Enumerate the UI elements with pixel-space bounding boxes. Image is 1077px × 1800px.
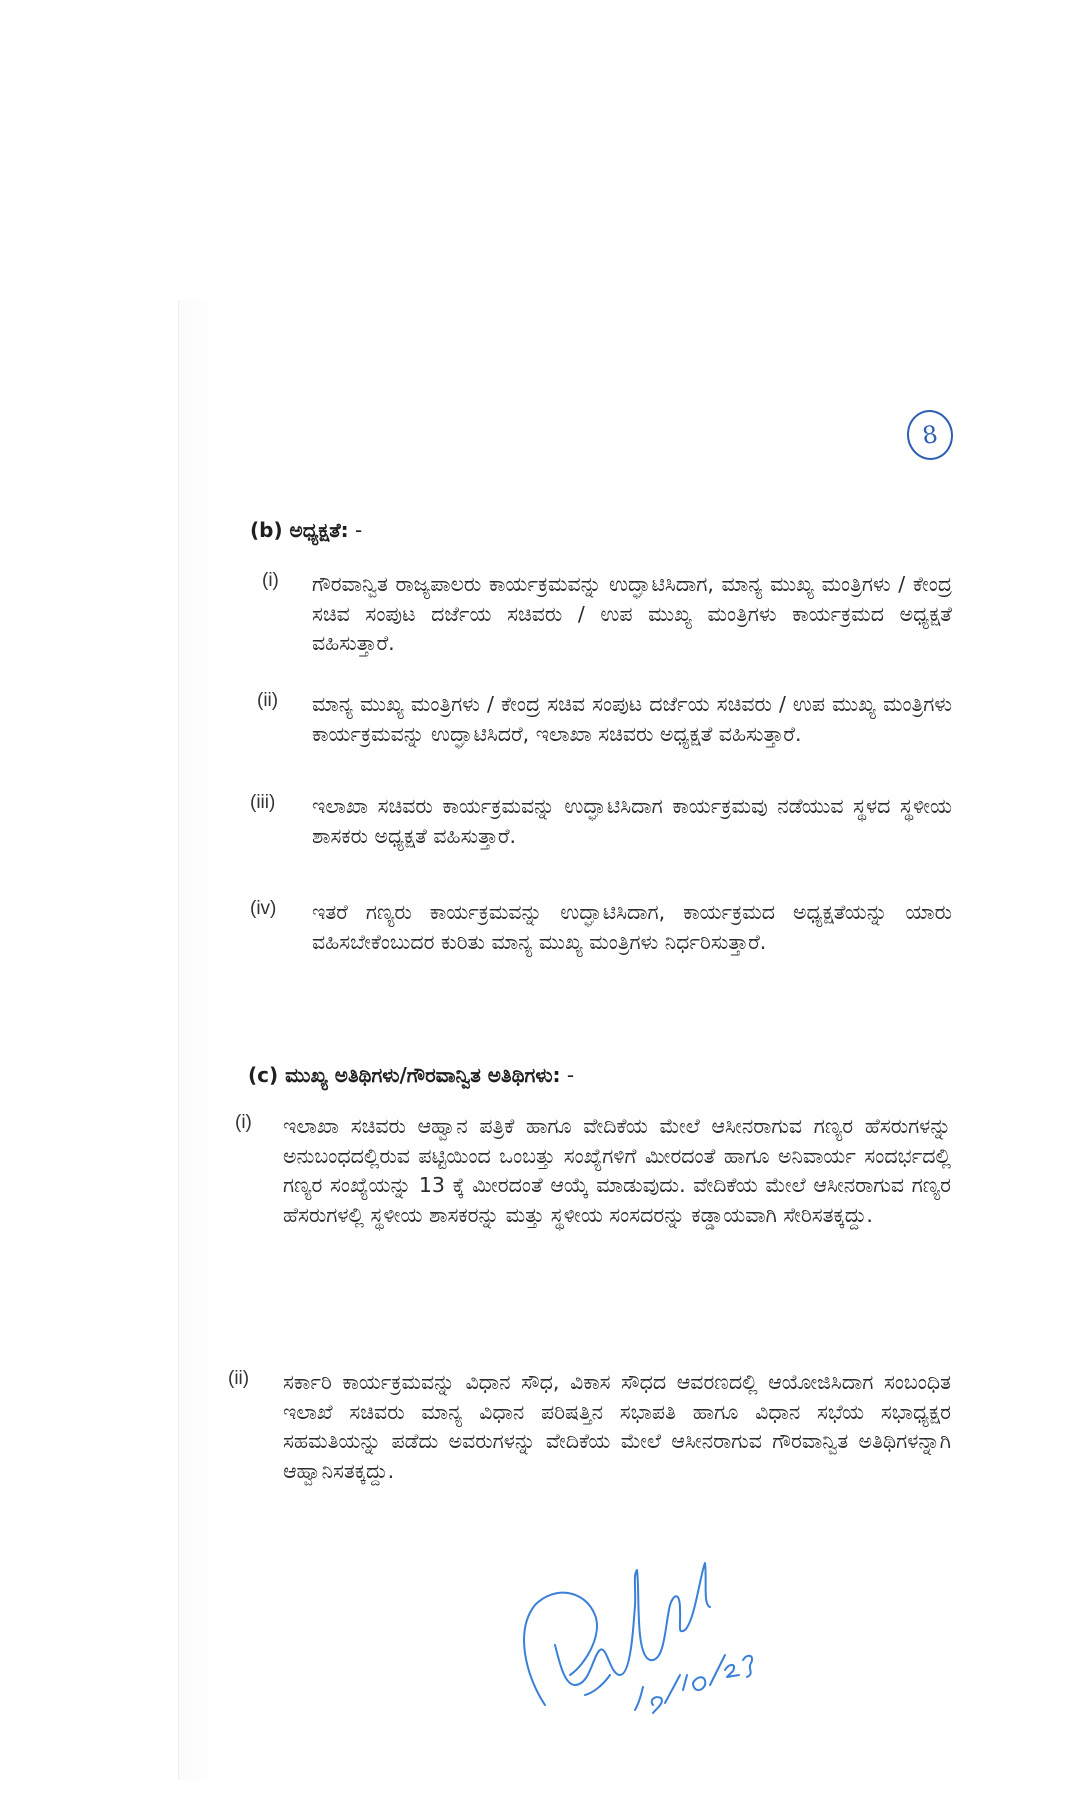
date-stroke: [693, 1677, 705, 1690]
section-b-heading: [250, 518, 362, 542]
section-c-heading-text: (c) ಮುಖ್ಯ ಅತಿಥಿಗಳು/ಗೌರವಾನ್ವಿತ ಅತಿಥಿಗಳು:: [248, 1063, 561, 1087]
signature-stroke: [524, 1593, 597, 1705]
list-item: [235, 1112, 951, 1230]
list-item: [228, 1368, 951, 1486]
page-number: 8: [904, 407, 957, 463]
item-number: (ii): [228, 1368, 250, 1389]
list-item: [257, 690, 952, 749]
item-number: (iii): [250, 792, 276, 813]
date-stroke: [743, 1656, 752, 1677]
item-text: ಇಲಾಖಾ ಸಚಿವರು ಕಾರ್ಯಕ್ರಮವನ್ನು ಉದ್ಘಾಟಿಸಿದಾಗ ಕಾರ್ಯಕ್ರಮವು ನಡೆಯುವ ಸ್ಥಳದ ಸ್ಥಳೀಯ ಶಾಸಕರು ಅಧ್ಯಕ್ಷತೆ ವಹಿಸುತ್ತಾರೆ.: [312, 794, 952, 848]
date-stroke: [710, 1655, 725, 1685]
date-stroke: [652, 1697, 662, 1713]
item-number: (ii): [257, 690, 279, 711]
date-stroke: [725, 1665, 739, 1677]
item-text: ಮಾನ್ಯ ಮುಖ್ಯ ಮಂತ್ರಿಗಳು / ಕೇಂದ್ರ ಸಚಿವ ಸಂಪುಟ ದರ್ಜೆಯ ಸಚಿವರು / ಉಪ ಮುಖ್ಯ ಮಂತ್ರಿಗಳು ಕಾರ್ಯಕ್ರಮವನ್ನು ಉದ್ಘಾಟಿಸಿದರೆ, ಇಲಾಖಾ ಸಚಿವರು ಅಧ್ಯಕ್ಷತೆ ವಹಿಸುತ್ತಾರೆ.: [312, 692, 952, 746]
list-item: [250, 792, 952, 851]
date-stroke: [665, 1675, 680, 1703]
list-item: [250, 898, 952, 957]
signature-stroke: [585, 1675, 610, 1695]
date-stroke: [635, 1687, 643, 1710]
section-b-heading-suffix: -: [348, 518, 363, 542]
date-stroke: [683, 1675, 687, 1690]
list-item: [262, 570, 952, 659]
item-text: ಗೌರವಾನ್ವಿತ ರಾಜ್ಯಪಾಲರು ಕಾರ್ಯಕ್ರಮವನ್ನು ಉದ್ಘಾಟಿಸಿದಾಗ, ಮಾನ್ಯ ಮುಖ್ಯ ಮಂತ್ರಿಗಳು / ಕೇಂದ್ರ ಸಚಿವ ಸಂಪುಟ ದರ್ಜೆಯ ಸಚಿವರು / ಉಪ ಮುಖ್ಯ ಮಂತ್ರಿಗಳು ಕಾರ್ಯಕ್ರಮದ ಅಧ್ಯಕ್ಷತೆ ವಹಿಸುತ್ತಾರೆ.: [312, 572, 952, 655]
signature: [515, 1535, 775, 1720]
item-number: (iv): [250, 898, 277, 919]
item-number: (i): [235, 1112, 252, 1133]
section-b-heading-text: (b) ಅಧ್ಯಕ್ಷತೆ:: [250, 518, 349, 542]
item-text: ಸರ್ಕಾರಿ ಕಾರ್ಯಕ್ರಮವನ್ನು ವಿಧಾನ ಸೌಧ, ವಿಕಾಸ ಸೌಧದ ಆವರಣದಲ್ಲಿ ಆಯೋಜಿಸಿದಾಗ ಸಂಬಂಧಿತ ಇಲಾಖೆ ಸಚಿವರು ಮಾನ್ಯ ವಿಧಾನ ಪರಿಷತ್ತಿನ ಸಭಾಪತಿ ಹಾಗೂ ವಿಧಾನ ಸಭೆಯ ಸಭಾಧ್ಯಕ್ಷರ ಸಹಮತಿಯನ್ನು ಪಡೆದು ಅವರುಗಳನ್ನು ವೇದಿಕೆಯ ಮೇಲೆ ಆಸೀನರಾಗುವ ಗೌರವಾನ್ವಿತ ಅತಿಥಿಗಳನ್ನಾಗಿ ಆಹ್ವಾನಿಸತಕ್ಕದ್ದು.: [283, 1370, 951, 1483]
section-c-heading-suffix: -: [560, 1063, 575, 1087]
section-c-heading: [248, 1063, 574, 1087]
item-number: (i): [262, 570, 279, 591]
item-text: ಇತರೆ ಗಣ್ಯರು ಕಾರ್ಯಕ್ರಮವನ್ನು ಉದ್ಘಾಟಿಸಿದಾಗ, ಕಾರ್ಯಕ್ರಮದ ಅಧ್ಯಕ್ಷತೆಯನ್ನು ಯಾರು ವಹಿಸಬೇಕೆಂಬುದರ ಕುರಿತು ಮಾನ್ಯ ಮುಖ್ಯ ಮಂತ್ರಿಗಳು ನಿರ್ಧರಿಸುತ್ತಾರೆ.: [312, 900, 952, 954]
item-text: ಇಲಾಖಾ ಸಚಿವರು ಆಹ್ವಾನ ಪತ್ರಿಕೆ ಹಾಗೂ ವೇದಿಕೆಯ ಮೇಲೆ ಆಸೀನರಾಗುವ ಗಣ್ಯರ ಹೆಸರುಗಳನ್ನು ಅನುಬಂಧದಲ್ಲಿರುವ ಪಟ್ಟಿಯಿಂದ ಒಂಬತ್ತು ಸಂಖ್ಯೆಗಳಿಗೆ ಮೀರದಂತೆ ಹಾಗೂ ಅನಿವಾರ್ಯ ಸಂದರ್ಭದಲ್ಲಿ ಗಣ್ಯರ ಸಂಖ್ಯೆಯನ್ನು 13 ಕ್ಕೆ ಮೀರದಂತೆ ಆಯ್ಕೆ ಮಾಡುವುದು. ವೇದಿಕೆಯ ಮೇಲೆ ಆಸೀನರಾಗುವ ಗಣ್ಯರ ಹೆಸರುಗಳಲ್ಲಿ ಸ್ಥಳೀಯ ಶಾಸಕರನ್ನು ಮತ್ತು ಸ್ಥಳೀಯ ಸಂಸದರನ್ನು ಕಡ್ಡಾಯವಾಗಿ ಸೇರಿಸತಕ್ಕದ್ದು.: [283, 1114, 951, 1227]
